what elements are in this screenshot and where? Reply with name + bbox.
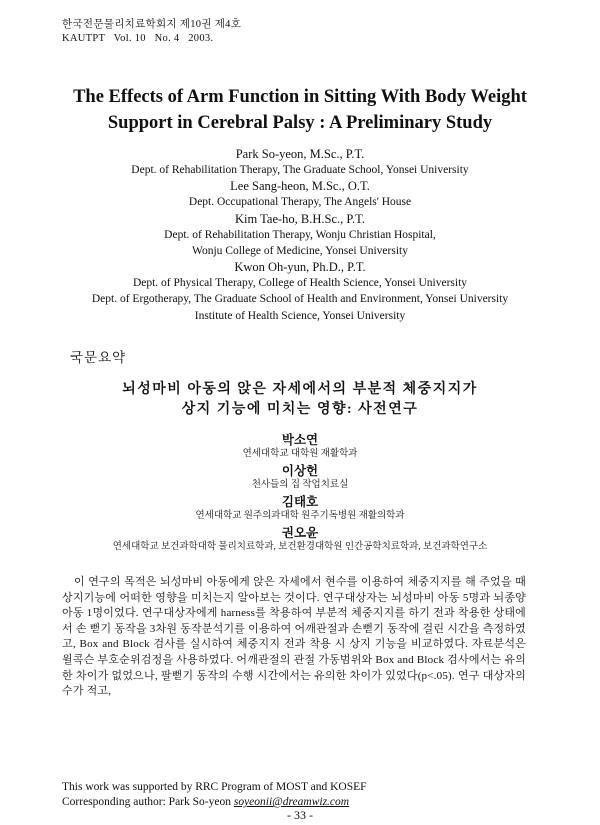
paper-title-line2: Support in Cerebral Palsy : A Preliminary Study xyxy=(107,113,493,133)
korean-author-affiliation: 천사들의 집 작업치료실 xyxy=(251,480,349,490)
author-affiliation: Institute of Health Science, Yonsei University xyxy=(194,309,406,322)
korean-author-affiliation: 연세대학교 원주의과대학 원주기독병원 재활의학과 xyxy=(195,511,405,521)
korean-author-affiliation: 연세대학교 대학원 재활학과 xyxy=(242,449,358,459)
author-affiliation: Wonju College of Medicine, Yonsei University xyxy=(192,244,408,257)
page-number: - 33 - xyxy=(287,808,313,822)
korean-title xyxy=(20,380,580,420)
korean-title-line2: 상지 기능에 미치는 영향: 사전연구 xyxy=(181,402,419,417)
korean-abstract-text: 이 연구의 목적은 뇌성마비 아동에게 앉은 자세에서 현수를 이용하여 체중지지를 해 주었을 때 상지기능에 어떠한 영향을 미치는지 알아보는 것이다. 연구대상자는 뇌성마비 아동 5명과 뇌종양 아동 1명이었다. 연구대상자에게 harness를 착용하여 부분적 체중지지를 하기 전과 착용한 상태에서 손 뻗기 동작을 3차원 동작분석기를 이용하여 어깨관절과 손뻗기 동작에 걸린 시간을 측정하였고, Box and Block 검사를 실시하여 체중지지 전과 착용 시 상지 기능을 비교하였다. 자료분석은 윌콕슨 부호순위검정을 사용하였다. 어깨관절의 관절 가동범위와 Box and Block 검사에서는 유의한 차이가 없었으나, 팔뻗기 동작의 수행 시간에서는 유의한 차이가 있었다(p<.05). 연구 대상자의 수가 적고, xyxy=(62,576,526,698)
korean-author-name: 박소연 xyxy=(281,433,319,447)
author-affiliation: Dept. of Physical Therapy, College of Health Science, Yonsei University xyxy=(132,277,468,290)
journal-name-korean: 한국전문물리치료학회지 제10권 제4호 xyxy=(62,19,242,30)
korean-author-name: 권오윤 xyxy=(281,526,319,540)
korean-author-block xyxy=(10,430,590,554)
korean-author-affiliation: 연세대학교 보건과학대학 물리치료학과, 보건환경대학원 인간공학치료학과, 보건과학연구소 xyxy=(112,542,488,552)
author-affiliation: Dept. of Rehabilitation Therapy, The Graduate School, Yonsei University xyxy=(131,164,469,176)
author-affiliation: Dept. Occupational Therapy, The Angels' House xyxy=(188,196,412,209)
korean-title-line1: 뇌성마비 아동의 앉은 자세에서의 부분적 체중지지가 xyxy=(122,382,478,397)
funding-note: This work was supported by RRC Program of MOST and KOSEF xyxy=(62,781,367,793)
author-name: Lee Sang-heon, M.Sc., O.T. xyxy=(230,179,370,194)
paper-title-line1: The Effects of Arm Function in Sitting With Body Weight xyxy=(73,87,527,107)
paper-title xyxy=(20,84,580,136)
journal-volume-info: KAUTPT Vol. 10 No. 4 2003. xyxy=(62,33,214,44)
korean-author-name: 이상헌 xyxy=(281,464,319,478)
author-block xyxy=(10,146,590,324)
corresponding-email-link[interactable]: soyeonii@dreamwiz.com xyxy=(233,796,350,808)
journal-header xyxy=(62,18,241,46)
author-name: Kim Tae-ho, B.H.Sc., P.T. xyxy=(235,211,365,226)
author-name: Park So-yeon, M.Sc., P.T. xyxy=(235,147,365,161)
author-name: Kwon Oh-yun, Ph.D., P.T. xyxy=(234,260,366,275)
korean-author-name: 김태호 xyxy=(281,495,319,509)
corresponding-author-label: Corresponding author: Park So-yeon xyxy=(62,796,234,808)
korean-abstract-label: 국문요약 xyxy=(70,350,127,365)
footnote xyxy=(62,780,367,810)
author-affiliation: Dept. of Rehabilitation Therapy, Wonju Christian Hospital, xyxy=(164,228,436,241)
author-affiliation: Dept. of Ergotherapy, The Graduate School of Health and Environment, Yonsei University xyxy=(91,293,509,306)
